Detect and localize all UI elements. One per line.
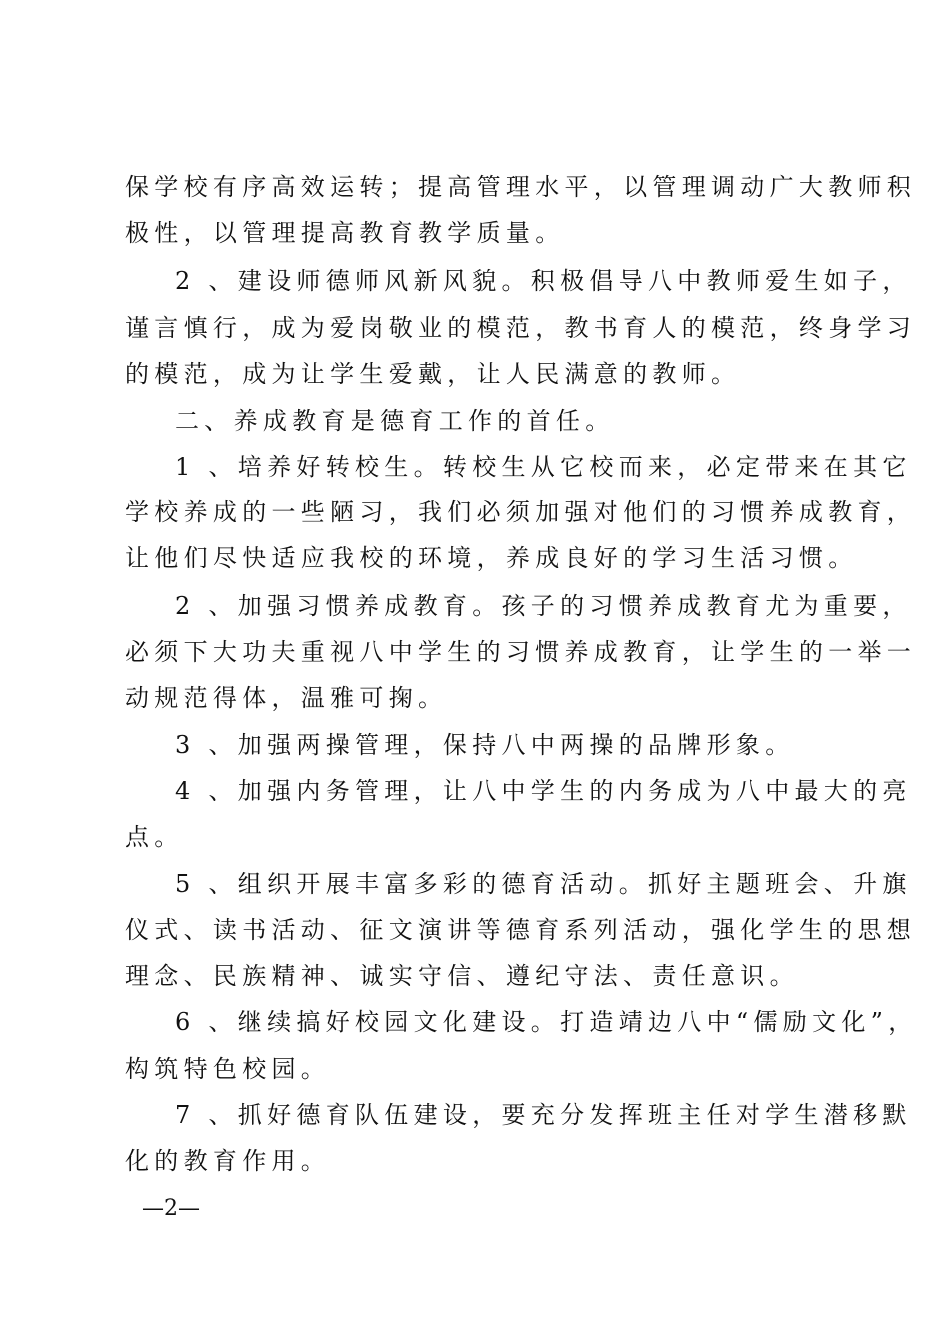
body-line: 的模范，成为让学生爱戴，让人民满意的教师。 (125, 360, 741, 388)
body-line: 5 、组织开展丰富多彩的德育活动。抓好主题班会、升旗 (175, 870, 912, 898)
body-line: 仪式、读书活动、征文演讲等德育系列活动，强化学生的思想 (125, 916, 917, 944)
body-line: 7 、抓好德育队伍建设，要充分发挥班主任对学生潜移默 (175, 1101, 912, 1129)
body-line: 点。 (125, 823, 184, 851)
body-line: 谨言慎行，成为爱岗敬业的模范，教书育人的模范，终身学习 (125, 314, 917, 342)
body-line: 学校养成的一些陋习，我们必须加强对他们的习惯养成教育， (125, 498, 917, 526)
body-line: 1 、培养好转校生。转校生从它校而来，必定带来在其它 (175, 453, 912, 481)
body-line: 4 、加强内务管理，让八中学生的内务成为八中最大的亮 (175, 777, 912, 805)
body-line: 保学校有序高效运转；提高管理水平，以管理调动广大教师积 (125, 173, 917, 201)
body-line: 动规范得体，温雅可掬。 (125, 684, 448, 712)
body-line: 2 、建设师德师风新风貌。积极倡导八中教师爱生如子， (175, 267, 912, 295)
section-heading: 二、养成教育是德育工作的首任。 (175, 407, 615, 435)
body-line: 极性，以管理提高教育教学质量。 (125, 219, 565, 247)
body-line: 化的教育作用。 (125, 1147, 331, 1175)
body-line: 2 、加强习惯养成教育。孩子的习惯养成教育尤为重要， (175, 592, 912, 620)
body-line: 必须下大功夫重视八中学生的习惯养成教育，让学生的一举一 (125, 638, 917, 666)
body-line: 让他们尽快适应我校的环境，养成良好的学习生活习惯。 (125, 544, 858, 572)
body-line: 3 、加强两操管理，保持八中两操的品牌形象。 (175, 731, 795, 759)
body-line: 6 、继续搞好校园文化建设。打造靖边八中“儒励文化”， (175, 1008, 918, 1036)
body-line: 理念、民族精神、诚实守信、遵纪守法、责任意识。 (125, 962, 799, 990)
page-number: —2— (142, 1196, 200, 1221)
body-line: 构筑特色校园。 (125, 1055, 331, 1083)
